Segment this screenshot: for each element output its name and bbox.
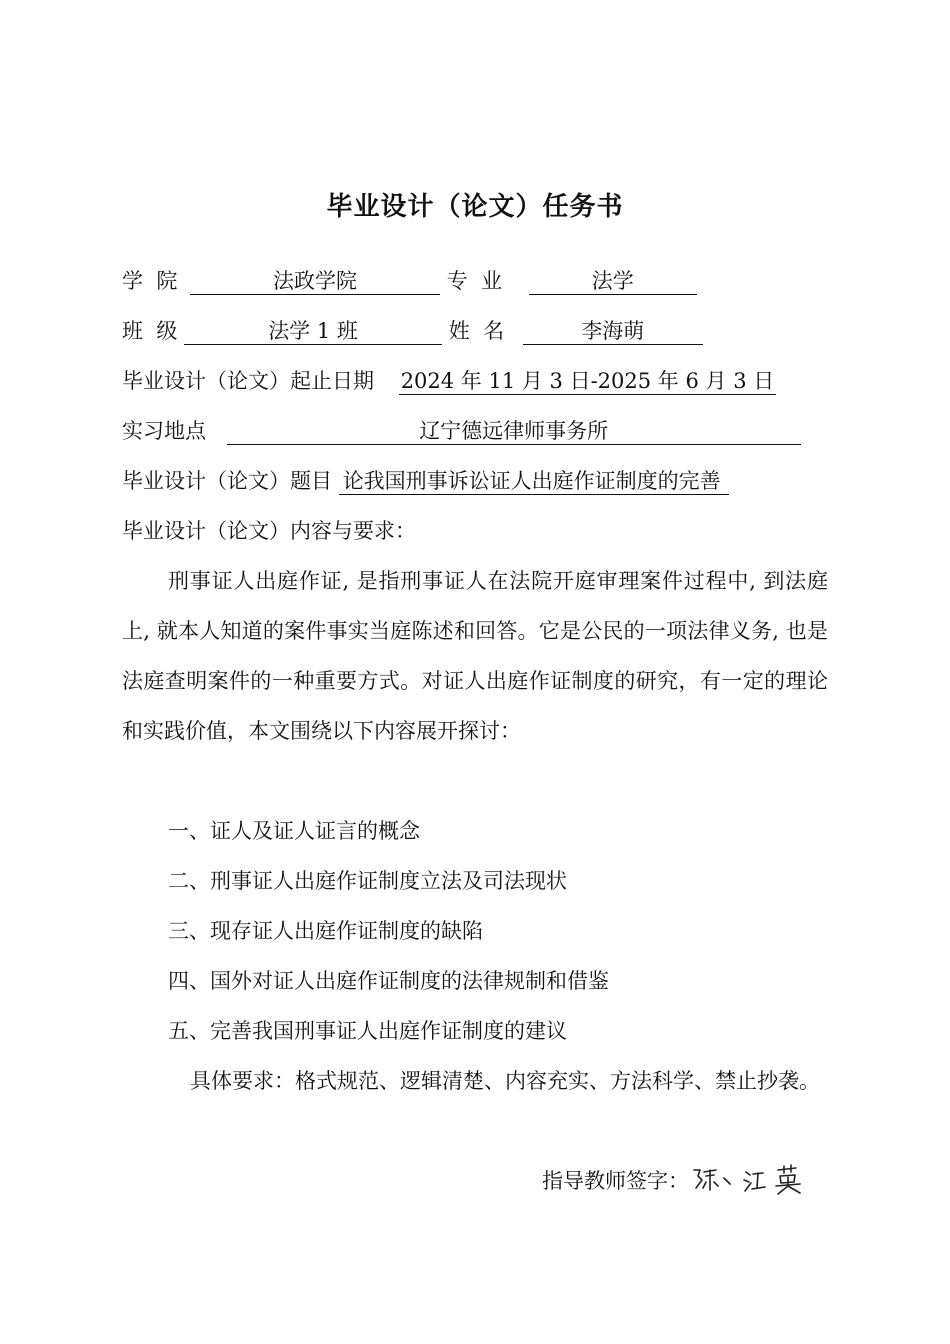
topic-value: 论我国刑事诉讼证人出庭作证制度的完善	[339, 468, 729, 495]
signature-label: 指导教师签字：	[542, 1169, 689, 1193]
class-name-row	[122, 316, 703, 346]
dates-row	[122, 366, 776, 396]
location-value: 辽宁德远律师事务所	[227, 418, 801, 445]
intro-paragraph: 刑事证人出庭作证, 是指刑事证人在法院开庭审理案件过程中, 到法庭上, 就本人知道的案件事实当庭陈述和回答。它是公民的一项法律义务, 也是法庭查明案件的一种重要方式。对证人出庭作证制度的研究，有一定的理论和实践价值，本文围绕以下内容展开探讨：	[122, 569, 828, 743]
name-label: 姓 名	[448, 319, 505, 343]
name-value: 李海萌	[523, 318, 703, 345]
class-value: 法学 1 班	[184, 318, 442, 345]
location-row	[122, 416, 801, 446]
document-title: 毕业设计（论文）任务书	[326, 192, 624, 222]
major-label: 专 业	[446, 269, 503, 293]
requirements-paragraph: 具体要求：格式规范、逻辑清楚、内容充实、方法科学、禁止抄袭。	[190, 1069, 820, 1093]
college-value: 法政学院	[190, 268, 440, 295]
class-label: 班 级	[122, 319, 178, 343]
list-item: 二、刑事证人出庭作证制度立法及司法现状	[168, 869, 567, 893]
content-label: 毕业设计（论文）内容与要求：	[122, 519, 416, 543]
college-major-row	[122, 266, 697, 296]
list-item: 一、证人及证人证言的概念	[168, 819, 420, 843]
list-item: 五、完善我国刑事证人出庭作证制度的建议	[168, 1019, 567, 1043]
list-item: 三、现存证人出庭作证制度的缺陷	[168, 919, 483, 943]
major-value: 法学	[529, 268, 697, 295]
location-label: 实习地点	[122, 419, 206, 443]
topic-row	[122, 466, 729, 496]
dates-label: 毕业设计（论文）起止日期	[122, 369, 374, 393]
list-item: 四、国外对证人出庭作证制度的法律规制和借鉴	[168, 969, 609, 993]
handwritten-signature	[690, 1164, 810, 1200]
topic-label: 毕业设计（论文）题目	[122, 469, 332, 493]
college-label: 学 院	[122, 269, 178, 293]
dates-value: 2024 年 11 月 3 日-2025 年 6 月 3 日	[400, 369, 775, 393]
